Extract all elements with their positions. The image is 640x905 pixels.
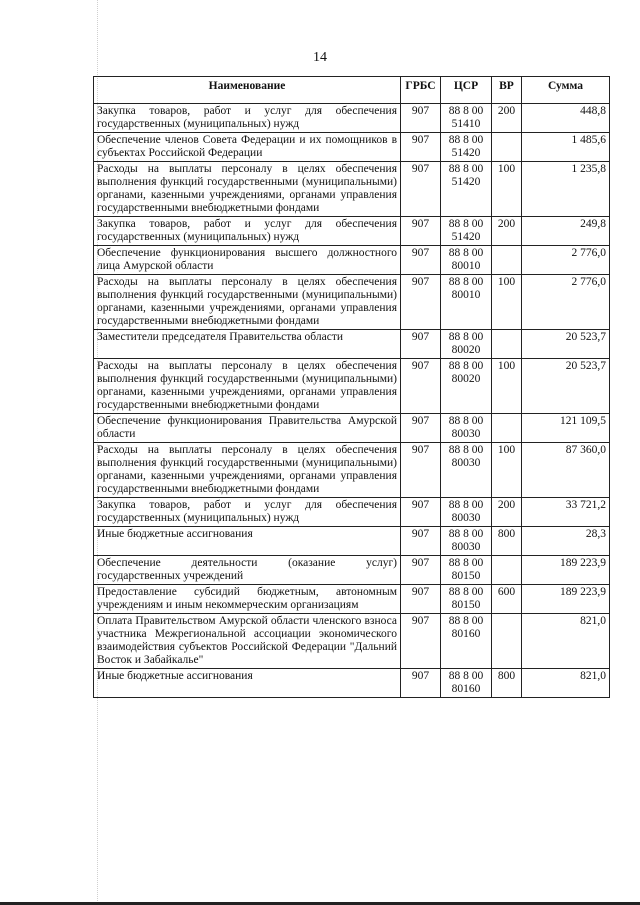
cell-grbs: 907 <box>401 414 441 443</box>
table-row <box>94 359 610 414</box>
table-row <box>94 162 610 217</box>
table-row <box>94 443 610 498</box>
cell-name: Оплата Правительством Амурской области членского взноса участника Межрегиональной ассоциации экономического взаимодействия субъектов Российской Федерации "Дальний Восток и Забайкалье" <box>94 614 401 669</box>
page-number: 14 <box>313 50 327 65</box>
cell-csr: 88 8 00 80030 <box>441 527 492 556</box>
cell-name: Расходы на выплаты персоналу в целях обеспечения выполнения функций государственными (муниципальными) органами, казенными учреждениями, органами управления государственными внебюджетными фондами <box>94 275 401 330</box>
cell-name: Закупка товаров, работ и услуг для обеспечения государственных (муниципальных) нужд <box>94 217 401 246</box>
cell-sum: 121 109,5 <box>522 414 610 443</box>
cell-sum: 28,3 <box>522 527 610 556</box>
cell-sum: 1 485,6 <box>522 133 610 162</box>
cell-name: Заместители председателя Правительства области <box>94 330 401 359</box>
cell-grbs: 907 <box>401 330 441 359</box>
cell-grbs: 907 <box>401 669 441 698</box>
cell-name: Расходы на выплаты персоналу в целях обеспечения выполнения функций государственными (муниципальными) органами, казенными учреждениями, органами управления государственными внебюджетными фондами <box>94 443 401 498</box>
cell-csr: 88 8 00 51420 <box>441 217 492 246</box>
cell-csr: 88 8 00 80010 <box>441 275 492 330</box>
cell-csr: 88 8 00 80150 <box>441 556 492 585</box>
cell-sum: 33 721,2 <box>522 498 610 527</box>
header-vr: ВР <box>492 77 522 104</box>
cell-vr: 600 <box>492 585 522 614</box>
cell-grbs: 907 <box>401 614 441 669</box>
cell-vr <box>492 133 522 162</box>
cell-vr: 200 <box>492 104 522 133</box>
table-row <box>94 614 610 669</box>
table-row <box>94 217 610 246</box>
cell-sum: 20 523,7 <box>522 330 610 359</box>
cell-vr: 100 <box>492 443 522 498</box>
cell-grbs: 907 <box>401 585 441 614</box>
cell-sum: 87 360,0 <box>522 443 610 498</box>
cell-vr: 100 <box>492 275 522 330</box>
cell-vr <box>492 414 522 443</box>
cell-sum: 189 223,9 <box>522 556 610 585</box>
cell-name: Закупка товаров, работ и услуг для обеспечения государственных (муниципальных) нужд <box>94 104 401 133</box>
cell-grbs: 907 <box>401 443 441 498</box>
cell-name: Иные бюджетные ассигнования <box>94 669 401 698</box>
cell-csr: 88 8 00 80020 <box>441 330 492 359</box>
cell-csr: 88 8 00 51420 <box>441 133 492 162</box>
cell-grbs: 907 <box>401 104 441 133</box>
cell-sum: 821,0 <box>522 669 610 698</box>
cell-sum: 189 223,9 <box>522 585 610 614</box>
table-row <box>94 414 610 443</box>
cell-name: Иные бюджетные ассигнования <box>94 527 401 556</box>
table-row <box>94 246 610 275</box>
cell-csr: 88 8 00 80160 <box>441 614 492 669</box>
cell-grbs: 907 <box>401 556 441 585</box>
cell-grbs: 907 <box>401 133 441 162</box>
cell-sum: 448,8 <box>522 104 610 133</box>
table-header-row <box>94 77 610 104</box>
header-csr: ЦСР <box>441 77 492 104</box>
cell-name: Расходы на выплаты персоналу в целях обеспечения выполнения функций государственными (муниципальными) органами, казенными учреждениями, органами управления государственными внебюджетными фондами <box>94 162 401 217</box>
table-row <box>94 275 610 330</box>
header-name: Наименование <box>94 77 401 104</box>
cell-sum: 821,0 <box>522 614 610 669</box>
cell-grbs: 907 <box>401 275 441 330</box>
table-row <box>94 556 610 585</box>
cell-vr <box>492 556 522 585</box>
cell-sum: 2 776,0 <box>522 246 610 275</box>
cell-grbs: 907 <box>401 246 441 275</box>
cell-vr: 200 <box>492 217 522 246</box>
cell-name: Обеспечение деятельности (оказание услуг) государственных учреждений <box>94 556 401 585</box>
table-row <box>94 669 610 698</box>
cell-vr: 100 <box>492 162 522 217</box>
cell-vr <box>492 246 522 275</box>
cell-vr: 100 <box>492 359 522 414</box>
table-row <box>94 104 610 133</box>
cell-vr: 800 <box>492 669 522 698</box>
cell-vr <box>492 614 522 669</box>
table-row <box>94 133 610 162</box>
cell-csr: 88 8 00 51410 <box>441 104 492 133</box>
cell-csr: 88 8 00 80150 <box>441 585 492 614</box>
cell-csr: 88 8 00 80020 <box>441 359 492 414</box>
cell-sum: 249,8 <box>522 217 610 246</box>
header-grbs: ГРБС <box>401 77 441 104</box>
cell-sum: 2 776,0 <box>522 275 610 330</box>
cell-grbs: 907 <box>401 498 441 527</box>
cell-csr: 88 8 00 51420 <box>441 162 492 217</box>
cell-vr: 200 <box>492 498 522 527</box>
cell-name: Расходы на выплаты персоналу в целях обеспечения выполнения функций государственными (муниципальными) органами, казенными учреждениями, органами управления государственными внебюджетными фондами <box>94 359 401 414</box>
cell-sum: 20 523,7 <box>522 359 610 414</box>
cell-name: Закупка товаров, работ и услуг для обеспечения государственных (муниципальных) нужд <box>94 498 401 527</box>
table-row <box>94 527 610 556</box>
cell-name: Обеспечение членов Совета Федерации и их помощников в субъектах Российской Федерации <box>94 133 401 162</box>
table-row <box>94 330 610 359</box>
cell-csr: 88 8 00 80030 <box>441 414 492 443</box>
table-row <box>94 585 610 614</box>
header-sum: Сумма <box>522 77 610 104</box>
cell-csr: 88 8 00 80160 <box>441 669 492 698</box>
cell-csr: 88 8 00 80010 <box>441 246 492 275</box>
cell-csr: 88 8 00 80030 <box>441 443 492 498</box>
budget-table <box>93 76 610 698</box>
cell-grbs: 907 <box>401 359 441 414</box>
cell-name: Предоставление субсидий бюджетным, автономным учреждениям и иным некоммерческим организациям <box>94 585 401 614</box>
cell-name: Обеспечение функционирования высшего должностного лица Амурской области <box>94 246 401 275</box>
cell-grbs: 907 <box>401 162 441 217</box>
table-body <box>94 104 610 698</box>
table-row <box>94 498 610 527</box>
cell-vr: 800 <box>492 527 522 556</box>
cell-vr <box>492 330 522 359</box>
cell-csr: 88 8 00 80030 <box>441 498 492 527</box>
cell-grbs: 907 <box>401 217 441 246</box>
cell-name: Обеспечение функционирования Правительства Амурской области <box>94 414 401 443</box>
cell-sum: 1 235,8 <box>522 162 610 217</box>
cell-grbs: 907 <box>401 527 441 556</box>
